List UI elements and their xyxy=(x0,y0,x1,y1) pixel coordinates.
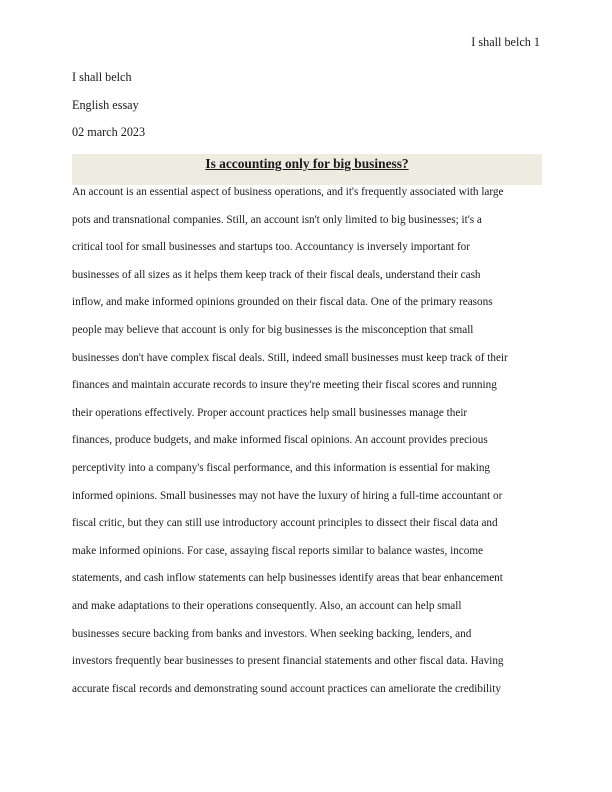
body-line: An account is an essential aspect of business operations, and it's frequently associated with large xyxy=(72,186,504,198)
essay-title: Is accounting only for big business? xyxy=(205,156,409,171)
body-line: inflow, and make informed opinions grounded on their fiscal data. One of the primary reasons xyxy=(72,296,493,309)
course-name: English essay xyxy=(72,97,139,112)
body-line: make informed opinions. For case, assaying fiscal reports similar to balance wastes, income xyxy=(72,544,484,557)
author-name: I shall belch xyxy=(72,70,132,84)
essay-date: 02 march 2023 xyxy=(72,125,146,140)
body-line: finances, produce budgets, and make informed fiscal opinions. An account provides precious xyxy=(72,434,488,447)
body-line: businesses secure backing from banks and investors. When seeking backing, lenders, and xyxy=(72,627,472,640)
body-line: pots and transnational companies. Still, an account isn't only limited to big businesses; it's a xyxy=(72,213,482,226)
body-line: businesses of all sizes as it helps them keep track of their fiscal deals, understand their cash xyxy=(72,268,481,281)
body-line: statements, and cash inflow statements can help businesses identify areas that bear enhancement xyxy=(72,572,503,585)
running-head: I shall belch 1 xyxy=(471,35,540,49)
body-line: finances and maintain accurate records to insure they're meeting their fiscal scores and running xyxy=(72,379,497,392)
body-line: and make adaptations to their operations consequently. Also, an account can help small xyxy=(72,599,462,612)
body-line: critical tool for small businesses and startups too. Accountancy is inversely important for xyxy=(72,241,471,254)
body-line: informed opinions. Small businesses may not have the luxury of hiring a full-time accountant or xyxy=(72,489,503,502)
body-line: fiscal critic, but they can still use introductory account principles to dissect their fiscal data and xyxy=(72,517,498,530)
body-line: their operations effectively. Proper account practices help small businesses manage their xyxy=(72,406,468,419)
body-line: businesses don't have complex fiscal deals. Still, indeed small businesses must keep track of their xyxy=(72,351,508,364)
essay-heading xyxy=(72,69,145,152)
body-line: people may believe that account is only for big businesses is the misconception that small xyxy=(72,323,474,336)
body-line: perceptivity into a company's fiscal performance, and this information is essential for making xyxy=(72,461,491,474)
body-line: accurate fiscal records and demonstrating sound account practices can ameliorate the credibility xyxy=(72,682,501,695)
essay-body xyxy=(72,184,542,708)
body-line: investors frequently bear businesses to present financial statements and other fiscal data. Having xyxy=(72,655,504,668)
